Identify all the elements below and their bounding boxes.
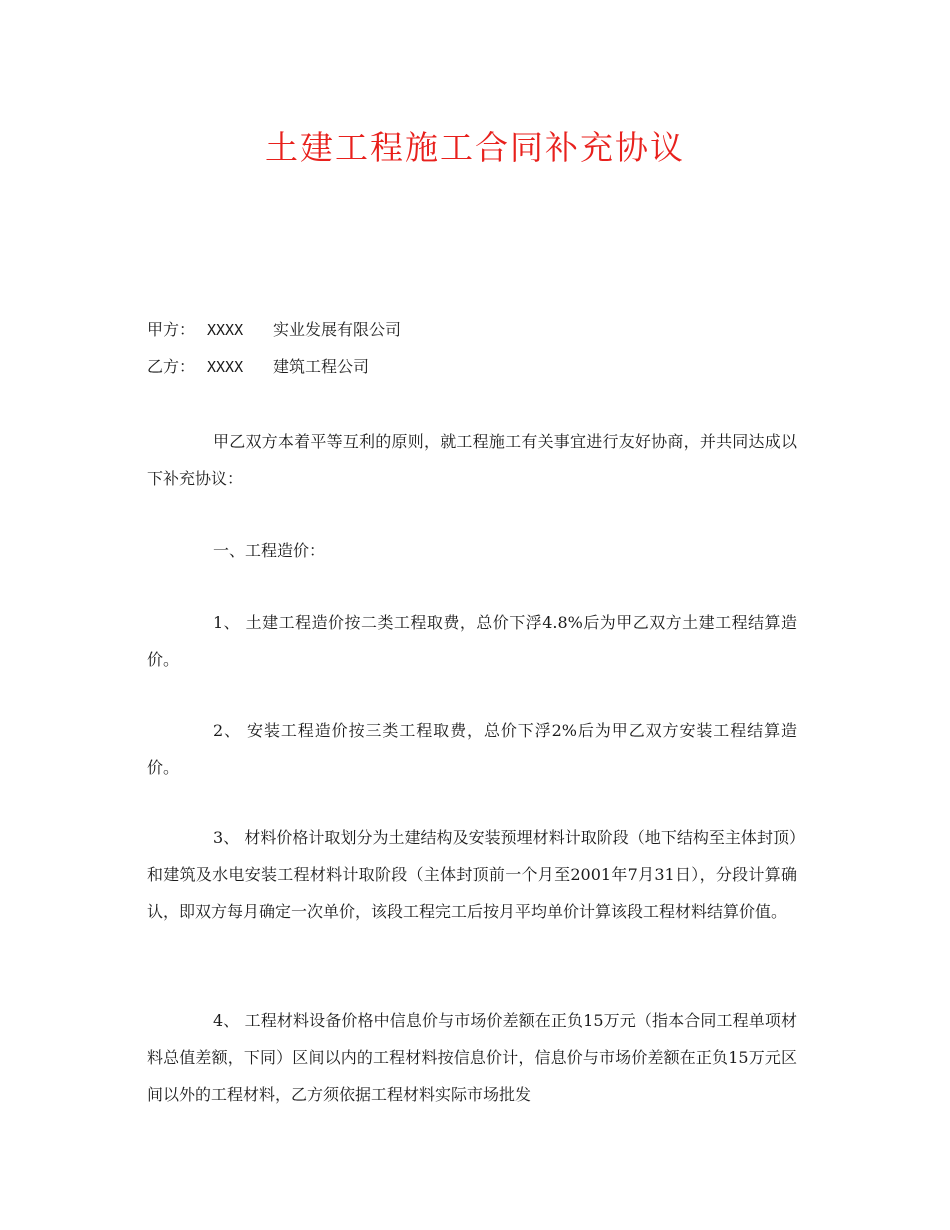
clause-2: 2、 安装工程造价按三类工程取费，总价下浮2%后为甲乙双方安装工程结算造价。	[147, 721, 797, 777]
document-title: 土建工程施工合同补充协议	[265, 128, 685, 167]
section-1-heading: 一、工程造价：	[213, 541, 326, 560]
party-a-line	[147, 320, 401, 340]
clause-1: 1、 土建工程造价按二类工程取费，总价下浮4.8%后为甲乙双方土建工程结算造价。	[147, 613, 797, 669]
party-b-label: 乙方：	[147, 357, 196, 376]
party-b-name: 建筑工程公司	[273, 357, 370, 376]
clause-4: 4、 工程材料设备价格中信息价与市场价差额在正负15万元（指本合同工程单项材料总值差额，下同）区间以内的工程材料按信息价计，信息价与市场价差额在正负15万元区间以外的工程材料，乙方须依据工程材料实际市场批发	[147, 1011, 797, 1104]
party-b-line	[147, 357, 369, 377]
party-a-name: 实业发展有限公司	[273, 320, 402, 339]
party-a-code: XXXX	[207, 321, 244, 339]
clause-3: 3、 材料价格计取划分为土建结构及安装预埋材料计取阶段（地下结构至主体封顶）和建筑及水电安装工程材料计取阶段（主体封顶前一个月至2001年7月31日），分段计算确认，即双方每月确定一次单价，该段工程完工后按月平均单价计算该段工程材料结算价值。	[147, 828, 797, 921]
party-a-label: 甲方：	[147, 320, 196, 339]
party-b-code: XXXX	[207, 358, 244, 376]
intro-paragraph: 甲乙双方本着平等互利的原则，就工程施工有关事宜进行友好协商，并共同达成以下补充协议：	[147, 432, 797, 488]
